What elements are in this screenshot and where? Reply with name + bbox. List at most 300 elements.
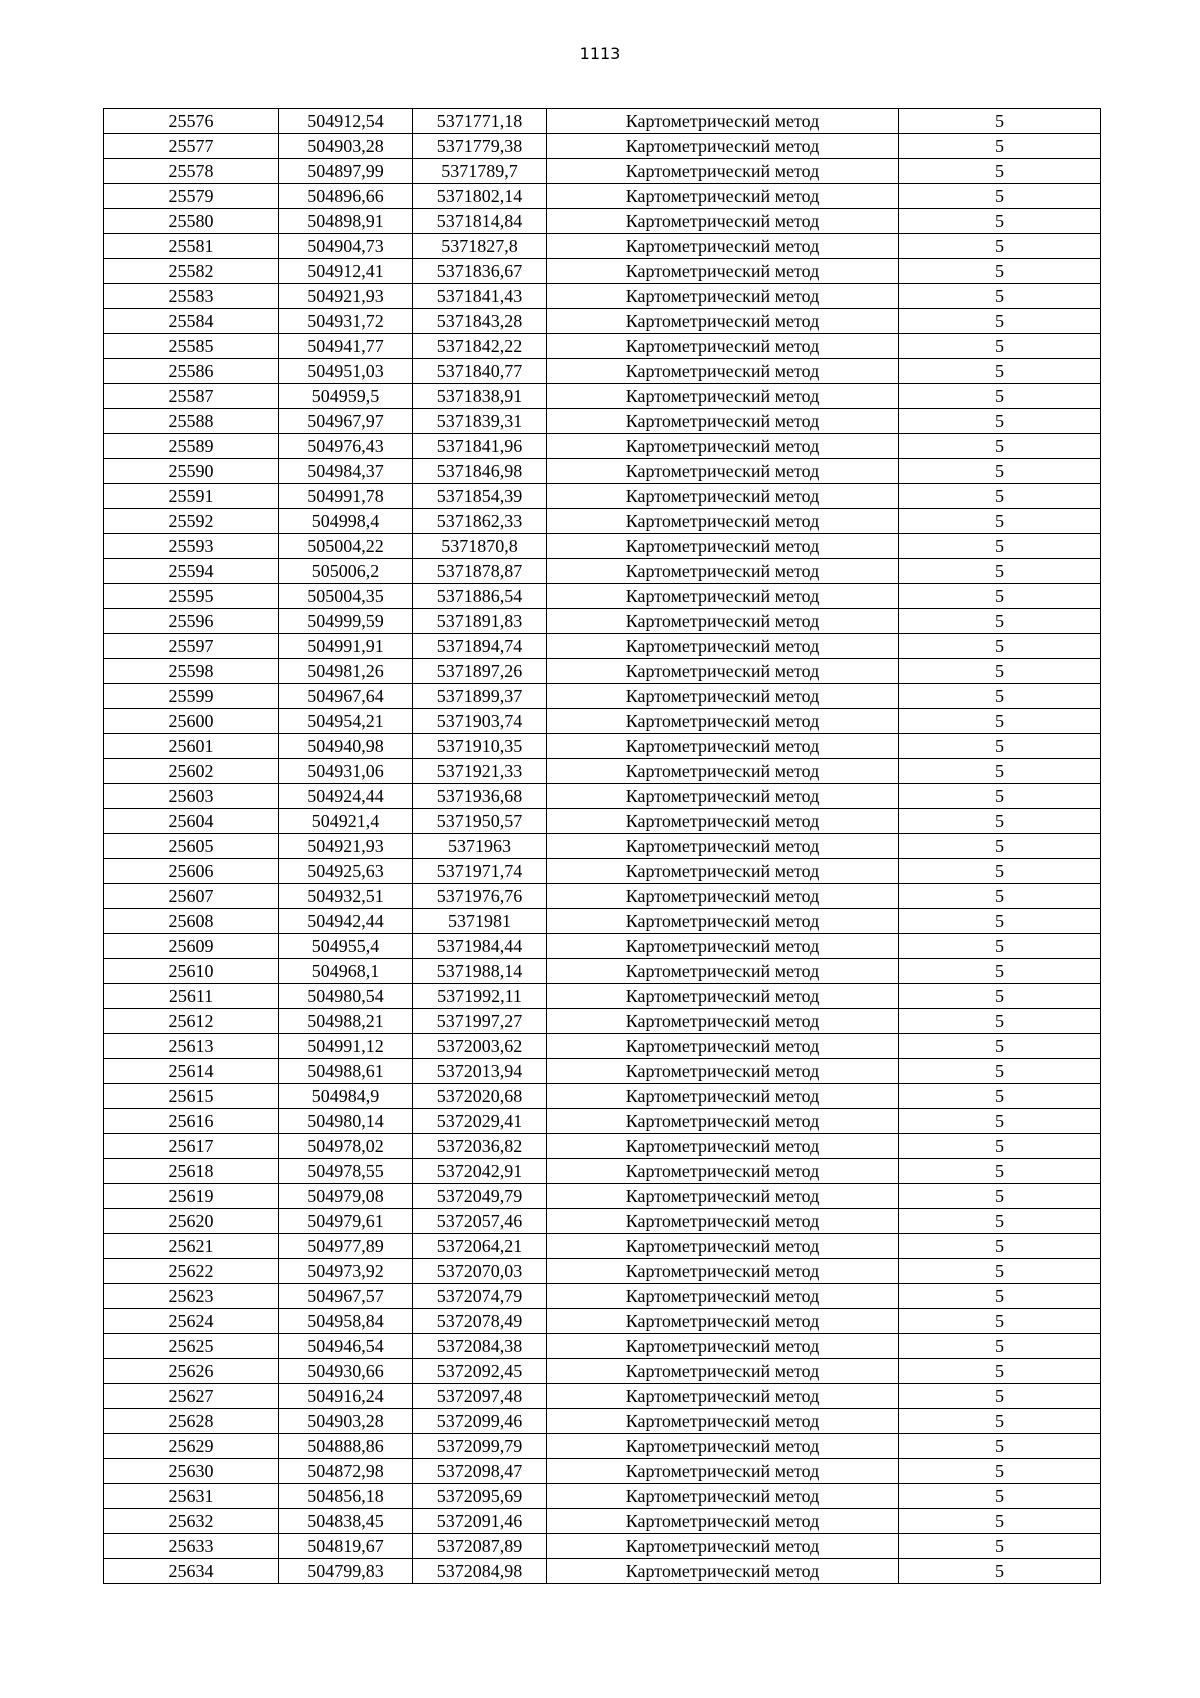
table-row <box>104 1034 1101 1059</box>
accuracy-cell: 5 <box>899 784 1101 809</box>
point-number-cell: 25615 <box>104 1084 279 1109</box>
x-coordinate-cell: 505006,2 <box>279 559 413 584</box>
method-cell: Картометрический метод <box>547 1334 899 1359</box>
y-coordinate-cell: 5371838,91 <box>413 384 547 409</box>
y-coordinate-cell: 5371843,28 <box>413 309 547 334</box>
accuracy-cell: 5 <box>899 1559 1101 1584</box>
y-coordinate-cell: 5372042,91 <box>413 1159 547 1184</box>
accuracy-cell: 5 <box>899 834 1101 859</box>
accuracy-cell: 5 <box>899 234 1101 259</box>
point-number-cell: 25603 <box>104 784 279 809</box>
y-coordinate-cell: 5372074,79 <box>413 1284 547 1309</box>
table-row <box>104 784 1101 809</box>
x-coordinate-cell: 504925,63 <box>279 859 413 884</box>
method-cell: Картометрический метод <box>547 309 899 334</box>
point-number-cell: 25612 <box>104 1009 279 1034</box>
y-coordinate-cell: 5371836,67 <box>413 259 547 284</box>
table-row <box>104 1159 1101 1184</box>
accuracy-cell: 5 <box>899 1259 1101 1284</box>
point-number-cell: 25622 <box>104 1259 279 1284</box>
table-row <box>104 1559 1101 1584</box>
accuracy-cell: 5 <box>899 909 1101 934</box>
x-coordinate-cell: 504888,86 <box>279 1434 413 1459</box>
accuracy-cell: 5 <box>899 1234 1101 1259</box>
accuracy-cell: 5 <box>899 1484 1101 1509</box>
point-number-cell: 25592 <box>104 509 279 534</box>
x-coordinate-cell: 504978,02 <box>279 1134 413 1159</box>
method-cell: Картометрический метод <box>547 759 899 784</box>
table-row <box>104 1509 1101 1534</box>
point-number-cell: 25590 <box>104 459 279 484</box>
x-coordinate-cell: 504916,24 <box>279 1384 413 1409</box>
y-coordinate-cell: 5371981 <box>413 909 547 934</box>
table-row <box>104 884 1101 909</box>
point-number-cell: 25611 <box>104 984 279 1009</box>
method-cell: Картометрический метод <box>547 109 899 134</box>
accuracy-cell: 5 <box>899 259 1101 284</box>
x-coordinate-cell: 504977,89 <box>279 1234 413 1259</box>
y-coordinate-cell: 5372099,46 <box>413 1409 547 1434</box>
y-coordinate-cell: 5372091,46 <box>413 1509 547 1534</box>
x-coordinate-cell: 504991,12 <box>279 1034 413 1059</box>
accuracy-cell: 5 <box>899 1009 1101 1034</box>
method-cell: Картометрический метод <box>547 534 899 559</box>
y-coordinate-cell: 5371963 <box>413 834 547 859</box>
y-coordinate-cell: 5371936,68 <box>413 784 547 809</box>
method-cell: Картометрический метод <box>547 209 899 234</box>
method-cell: Картометрический метод <box>547 659 899 684</box>
x-coordinate-cell: 504984,9 <box>279 1084 413 1109</box>
table-row <box>104 109 1101 134</box>
accuracy-cell: 5 <box>899 359 1101 384</box>
point-number-cell: 25581 <box>104 234 279 259</box>
method-cell: Картометрический метод <box>547 634 899 659</box>
point-number-cell: 25618 <box>104 1159 279 1184</box>
method-cell: Картометрический метод <box>547 1084 899 1109</box>
point-number-cell: 25584 <box>104 309 279 334</box>
x-coordinate-cell: 504941,77 <box>279 334 413 359</box>
point-number-cell: 25607 <box>104 884 279 909</box>
method-cell: Картометрический метод <box>547 1109 899 1134</box>
y-coordinate-cell: 5371891,83 <box>413 609 547 634</box>
point-number-cell: 25630 <box>104 1459 279 1484</box>
x-coordinate-cell: 504903,28 <box>279 1409 413 1434</box>
point-number-cell: 25633 <box>104 1534 279 1559</box>
method-cell: Картометрический метод <box>547 1459 899 1484</box>
point-number-cell: 25596 <box>104 609 279 634</box>
y-coordinate-cell: 5371841,43 <box>413 284 547 309</box>
method-cell: Картометрический метод <box>547 784 899 809</box>
y-coordinate-cell: 5372084,98 <box>413 1559 547 1584</box>
y-coordinate-cell: 5372097,48 <box>413 1384 547 1409</box>
table-row <box>104 1309 1101 1334</box>
y-coordinate-cell: 5371854,39 <box>413 484 547 509</box>
point-number-cell: 25593 <box>104 534 279 559</box>
method-cell: Картометрический метод <box>547 1134 899 1159</box>
y-coordinate-cell: 5371976,76 <box>413 884 547 909</box>
x-coordinate-cell: 504921,4 <box>279 809 413 834</box>
table-row <box>104 309 1101 334</box>
accuracy-cell: 5 <box>899 434 1101 459</box>
table-row <box>104 1109 1101 1134</box>
table-row <box>104 1409 1101 1434</box>
table-row <box>104 1534 1101 1559</box>
y-coordinate-cell: 5371802,14 <box>413 184 547 209</box>
table-row <box>104 384 1101 409</box>
x-coordinate-cell: 504988,61 <box>279 1059 413 1084</box>
method-cell: Картометрический метод <box>547 809 899 834</box>
table-row <box>104 409 1101 434</box>
x-coordinate-cell: 504959,5 <box>279 384 413 409</box>
method-cell: Картометрический метод <box>547 959 899 984</box>
accuracy-cell: 5 <box>899 209 1101 234</box>
y-coordinate-cell: 5371903,74 <box>413 709 547 734</box>
y-coordinate-cell: 5372020,68 <box>413 1084 547 1109</box>
x-coordinate-cell: 504988,21 <box>279 1009 413 1034</box>
accuracy-cell: 5 <box>899 584 1101 609</box>
accuracy-cell: 5 <box>899 1034 1101 1059</box>
method-cell: Картометрический метод <box>547 509 899 534</box>
method-cell: Картометрический метод <box>547 859 899 884</box>
accuracy-cell: 5 <box>899 459 1101 484</box>
x-coordinate-cell: 504931,06 <box>279 759 413 784</box>
x-coordinate-cell: 504978,55 <box>279 1159 413 1184</box>
table-row <box>104 1259 1101 1284</box>
x-coordinate-cell: 504819,67 <box>279 1534 413 1559</box>
x-coordinate-cell: 504904,73 <box>279 234 413 259</box>
y-coordinate-cell: 5372092,45 <box>413 1359 547 1384</box>
x-coordinate-cell: 504921,93 <box>279 834 413 859</box>
method-cell: Картометрический метод <box>547 684 899 709</box>
x-coordinate-cell: 504984,37 <box>279 459 413 484</box>
table-row <box>104 259 1101 284</box>
y-coordinate-cell: 5371886,54 <box>413 584 547 609</box>
method-cell: Картометрический метод <box>547 1359 899 1384</box>
table-row <box>104 709 1101 734</box>
accuracy-cell: 5 <box>899 1459 1101 1484</box>
method-cell: Картометрический метод <box>547 1534 899 1559</box>
y-coordinate-cell: 5371841,96 <box>413 434 547 459</box>
y-coordinate-cell: 5371789,7 <box>413 159 547 184</box>
method-cell: Картометрический метод <box>547 484 899 509</box>
accuracy-cell: 5 <box>899 559 1101 584</box>
accuracy-cell: 5 <box>899 1384 1101 1409</box>
point-number-cell: 25595 <box>104 584 279 609</box>
x-coordinate-cell: 504898,91 <box>279 209 413 234</box>
method-cell: Картометрический метод <box>547 234 899 259</box>
accuracy-cell: 5 <box>899 634 1101 659</box>
point-number-cell: 25599 <box>104 684 279 709</box>
method-cell: Картометрический метод <box>547 384 899 409</box>
x-coordinate-cell: 504946,54 <box>279 1334 413 1359</box>
accuracy-cell: 5 <box>899 859 1101 884</box>
method-cell: Картометрический метод <box>547 1234 899 1259</box>
y-coordinate-cell: 5372036,82 <box>413 1134 547 1159</box>
accuracy-cell: 5 <box>899 959 1101 984</box>
table-row <box>104 984 1101 1009</box>
table-row <box>104 184 1101 209</box>
y-coordinate-cell: 5371840,77 <box>413 359 547 384</box>
table-row <box>104 159 1101 184</box>
y-coordinate-cell: 5372095,69 <box>413 1484 547 1509</box>
x-coordinate-cell: 504932,51 <box>279 884 413 909</box>
y-coordinate-cell: 5371771,18 <box>413 109 547 134</box>
accuracy-cell: 5 <box>899 684 1101 709</box>
x-coordinate-cell: 504999,59 <box>279 609 413 634</box>
point-number-cell: 25631 <box>104 1484 279 1509</box>
accuracy-cell: 5 <box>899 1134 1101 1159</box>
method-cell: Картометрический метод <box>547 909 899 934</box>
method-cell: Картометрический метод <box>547 1159 899 1184</box>
y-coordinate-cell: 5371950,57 <box>413 809 547 834</box>
point-number-cell: 25632 <box>104 1509 279 1534</box>
table-row <box>104 1134 1101 1159</box>
method-cell: Картометрический метод <box>547 834 899 859</box>
x-coordinate-cell: 504981,26 <box>279 659 413 684</box>
point-number-cell: 25610 <box>104 959 279 984</box>
method-cell: Картометрический метод <box>547 1284 899 1309</box>
point-number-cell: 25616 <box>104 1109 279 1134</box>
method-cell: Картометрический метод <box>547 984 899 1009</box>
accuracy-cell: 5 <box>899 334 1101 359</box>
method-cell: Картометрический метод <box>547 334 899 359</box>
accuracy-cell: 5 <box>899 709 1101 734</box>
method-cell: Картометрический метод <box>547 359 899 384</box>
y-coordinate-cell: 5372070,03 <box>413 1259 547 1284</box>
method-cell: Картометрический метод <box>547 434 899 459</box>
point-number-cell: 25620 <box>104 1209 279 1234</box>
accuracy-cell: 5 <box>899 1309 1101 1334</box>
point-number-cell: 25626 <box>104 1359 279 1384</box>
method-cell: Картометрический метод <box>547 1059 899 1084</box>
accuracy-cell: 5 <box>899 1534 1101 1559</box>
accuracy-cell: 5 <box>899 1184 1101 1209</box>
table-row <box>104 1384 1101 1409</box>
method-cell: Картометрический метод <box>547 1034 899 1059</box>
table-row <box>104 509 1101 534</box>
table-row <box>104 1009 1101 1034</box>
point-number-cell: 25609 <box>104 934 279 959</box>
method-cell: Картометрический метод <box>547 1309 899 1334</box>
table-row <box>104 484 1101 509</box>
x-coordinate-cell: 504931,72 <box>279 309 413 334</box>
table-row <box>104 434 1101 459</box>
point-number-cell: 25594 <box>104 559 279 584</box>
method-cell: Картометрический метод <box>547 584 899 609</box>
table-row <box>104 959 1101 984</box>
method-cell: Картометрический метод <box>547 609 899 634</box>
point-number-cell: 25576 <box>104 109 279 134</box>
table-row <box>104 1284 1101 1309</box>
y-coordinate-cell: 5372087,89 <box>413 1534 547 1559</box>
table-row <box>104 1434 1101 1459</box>
x-coordinate-cell: 504973,92 <box>279 1259 413 1284</box>
method-cell: Картометрический метод <box>547 734 899 759</box>
table-row <box>104 134 1101 159</box>
accuracy-cell: 5 <box>899 134 1101 159</box>
point-number-cell: 25623 <box>104 1284 279 1309</box>
y-coordinate-cell: 5371894,74 <box>413 634 547 659</box>
table-row <box>104 1209 1101 1234</box>
accuracy-cell: 5 <box>899 884 1101 909</box>
accuracy-cell: 5 <box>899 984 1101 1009</box>
method-cell: Картометрический метод <box>547 184 899 209</box>
x-coordinate-cell: 504951,03 <box>279 359 413 384</box>
method-cell: Картометрический метод <box>547 1559 899 1584</box>
y-coordinate-cell: 5371984,44 <box>413 934 547 959</box>
table-row <box>104 1084 1101 1109</box>
method-cell: Картометрический метод <box>547 559 899 584</box>
accuracy-cell: 5 <box>899 309 1101 334</box>
method-cell: Картометрический метод <box>547 1259 899 1284</box>
table-row <box>104 334 1101 359</box>
x-coordinate-cell: 504872,98 <box>279 1459 413 1484</box>
y-coordinate-cell: 5372049,79 <box>413 1184 547 1209</box>
x-coordinate-cell: 504976,43 <box>279 434 413 459</box>
point-number-cell: 25608 <box>104 909 279 934</box>
y-coordinate-cell: 5371846,98 <box>413 459 547 484</box>
point-number-cell: 25583 <box>104 284 279 309</box>
x-coordinate-cell: 504838,45 <box>279 1509 413 1534</box>
accuracy-cell: 5 <box>899 1059 1101 1084</box>
method-cell: Картометрический метод <box>547 259 899 284</box>
method-cell: Картометрический метод <box>547 1184 899 1209</box>
accuracy-cell: 5 <box>899 509 1101 534</box>
point-number-cell: 25617 <box>104 1134 279 1159</box>
table-row <box>104 759 1101 784</box>
accuracy-cell: 5 <box>899 409 1101 434</box>
table-row <box>104 284 1101 309</box>
point-number-cell: 25602 <box>104 759 279 784</box>
y-coordinate-cell: 5371814,84 <box>413 209 547 234</box>
x-coordinate-cell: 505004,22 <box>279 534 413 559</box>
table-row <box>104 559 1101 584</box>
method-cell: Картометрический метод <box>547 1384 899 1409</box>
table-row <box>104 1234 1101 1259</box>
method-cell: Картометрический метод <box>547 409 899 434</box>
y-coordinate-cell: 5372029,41 <box>413 1109 547 1134</box>
x-coordinate-cell: 504967,57 <box>279 1284 413 1309</box>
point-number-cell: 25591 <box>104 484 279 509</box>
point-number-cell: 25598 <box>104 659 279 684</box>
y-coordinate-cell: 5371988,14 <box>413 959 547 984</box>
y-coordinate-cell: 5371899,37 <box>413 684 547 709</box>
table-row <box>104 1334 1101 1359</box>
method-cell: Картометрический метод <box>547 884 899 909</box>
point-number-cell: 25629 <box>104 1434 279 1459</box>
accuracy-cell: 5 <box>899 1434 1101 1459</box>
point-number-cell: 25586 <box>104 359 279 384</box>
x-coordinate-cell: 505004,35 <box>279 584 413 609</box>
point-number-cell: 25604 <box>104 809 279 834</box>
accuracy-cell: 5 <box>899 159 1101 184</box>
y-coordinate-cell: 5371997,27 <box>413 1009 547 1034</box>
accuracy-cell: 5 <box>899 1109 1101 1134</box>
point-number-cell: 25587 <box>104 384 279 409</box>
accuracy-cell: 5 <box>899 284 1101 309</box>
table-row <box>104 609 1101 634</box>
table-row <box>104 209 1101 234</box>
y-coordinate-cell: 5371910,35 <box>413 734 547 759</box>
accuracy-cell: 5 <box>899 184 1101 209</box>
x-coordinate-cell: 504991,78 <box>279 484 413 509</box>
table-row <box>104 584 1101 609</box>
table-row <box>104 1059 1101 1084</box>
point-number-cell: 25605 <box>104 834 279 859</box>
table-row <box>104 909 1101 934</box>
table-row <box>104 834 1101 859</box>
x-coordinate-cell: 504930,66 <box>279 1359 413 1384</box>
method-cell: Картометрический метод <box>547 1484 899 1509</box>
x-coordinate-cell: 504921,93 <box>279 284 413 309</box>
accuracy-cell: 5 <box>899 534 1101 559</box>
accuracy-cell: 5 <box>899 384 1101 409</box>
coordinates-table-body <box>104 109 1101 1584</box>
accuracy-cell: 5 <box>899 1334 1101 1359</box>
table-row <box>104 1359 1101 1384</box>
point-number-cell: 25580 <box>104 209 279 234</box>
y-coordinate-cell: 5371992,11 <box>413 984 547 1009</box>
y-coordinate-cell: 5372078,49 <box>413 1309 547 1334</box>
method-cell: Картометрический метод <box>547 1509 899 1534</box>
x-coordinate-cell: 504967,64 <box>279 684 413 709</box>
accuracy-cell: 5 <box>899 609 1101 634</box>
point-number-cell: 25600 <box>104 709 279 734</box>
x-coordinate-cell: 504903,28 <box>279 134 413 159</box>
table-row <box>104 684 1101 709</box>
point-number-cell: 25613 <box>104 1034 279 1059</box>
y-coordinate-cell: 5371878,87 <box>413 559 547 584</box>
x-coordinate-cell: 504968,1 <box>279 959 413 984</box>
x-coordinate-cell: 504897,99 <box>279 159 413 184</box>
accuracy-cell: 5 <box>899 109 1101 134</box>
table-row <box>104 359 1101 384</box>
point-number-cell: 25579 <box>104 184 279 209</box>
y-coordinate-cell: 5371971,74 <box>413 859 547 884</box>
y-coordinate-cell: 5371870,8 <box>413 534 547 559</box>
point-number-cell: 25601 <box>104 734 279 759</box>
x-coordinate-cell: 504980,14 <box>279 1109 413 1134</box>
method-cell: Картометрический метод <box>547 459 899 484</box>
accuracy-cell: 5 <box>899 1209 1101 1234</box>
point-number-cell: 25624 <box>104 1309 279 1334</box>
x-coordinate-cell: 504998,4 <box>279 509 413 534</box>
method-cell: Картометрический метод <box>547 934 899 959</box>
point-number-cell: 25588 <box>104 409 279 434</box>
coordinates-table <box>103 108 1101 1584</box>
point-number-cell: 25634 <box>104 1559 279 1584</box>
x-coordinate-cell: 504912,41 <box>279 259 413 284</box>
accuracy-cell: 5 <box>899 809 1101 834</box>
y-coordinate-cell: 5372013,94 <box>413 1059 547 1084</box>
x-coordinate-cell: 504942,44 <box>279 909 413 934</box>
table-row <box>104 659 1101 684</box>
y-coordinate-cell: 5371897,26 <box>413 659 547 684</box>
method-cell: Картометрический метод <box>547 1409 899 1434</box>
x-coordinate-cell: 504979,61 <box>279 1209 413 1234</box>
accuracy-cell: 5 <box>899 1159 1101 1184</box>
point-number-cell: 25627 <box>104 1384 279 1409</box>
point-number-cell: 25578 <box>104 159 279 184</box>
y-coordinate-cell: 5372098,47 <box>413 1459 547 1484</box>
x-coordinate-cell: 504954,21 <box>279 709 413 734</box>
point-number-cell: 25585 <box>104 334 279 359</box>
point-number-cell: 25619 <box>104 1184 279 1209</box>
point-number-cell: 25606 <box>104 859 279 884</box>
x-coordinate-cell: 504896,66 <box>279 184 413 209</box>
accuracy-cell: 5 <box>899 1509 1101 1534</box>
y-coordinate-cell: 5372064,21 <box>413 1234 547 1259</box>
